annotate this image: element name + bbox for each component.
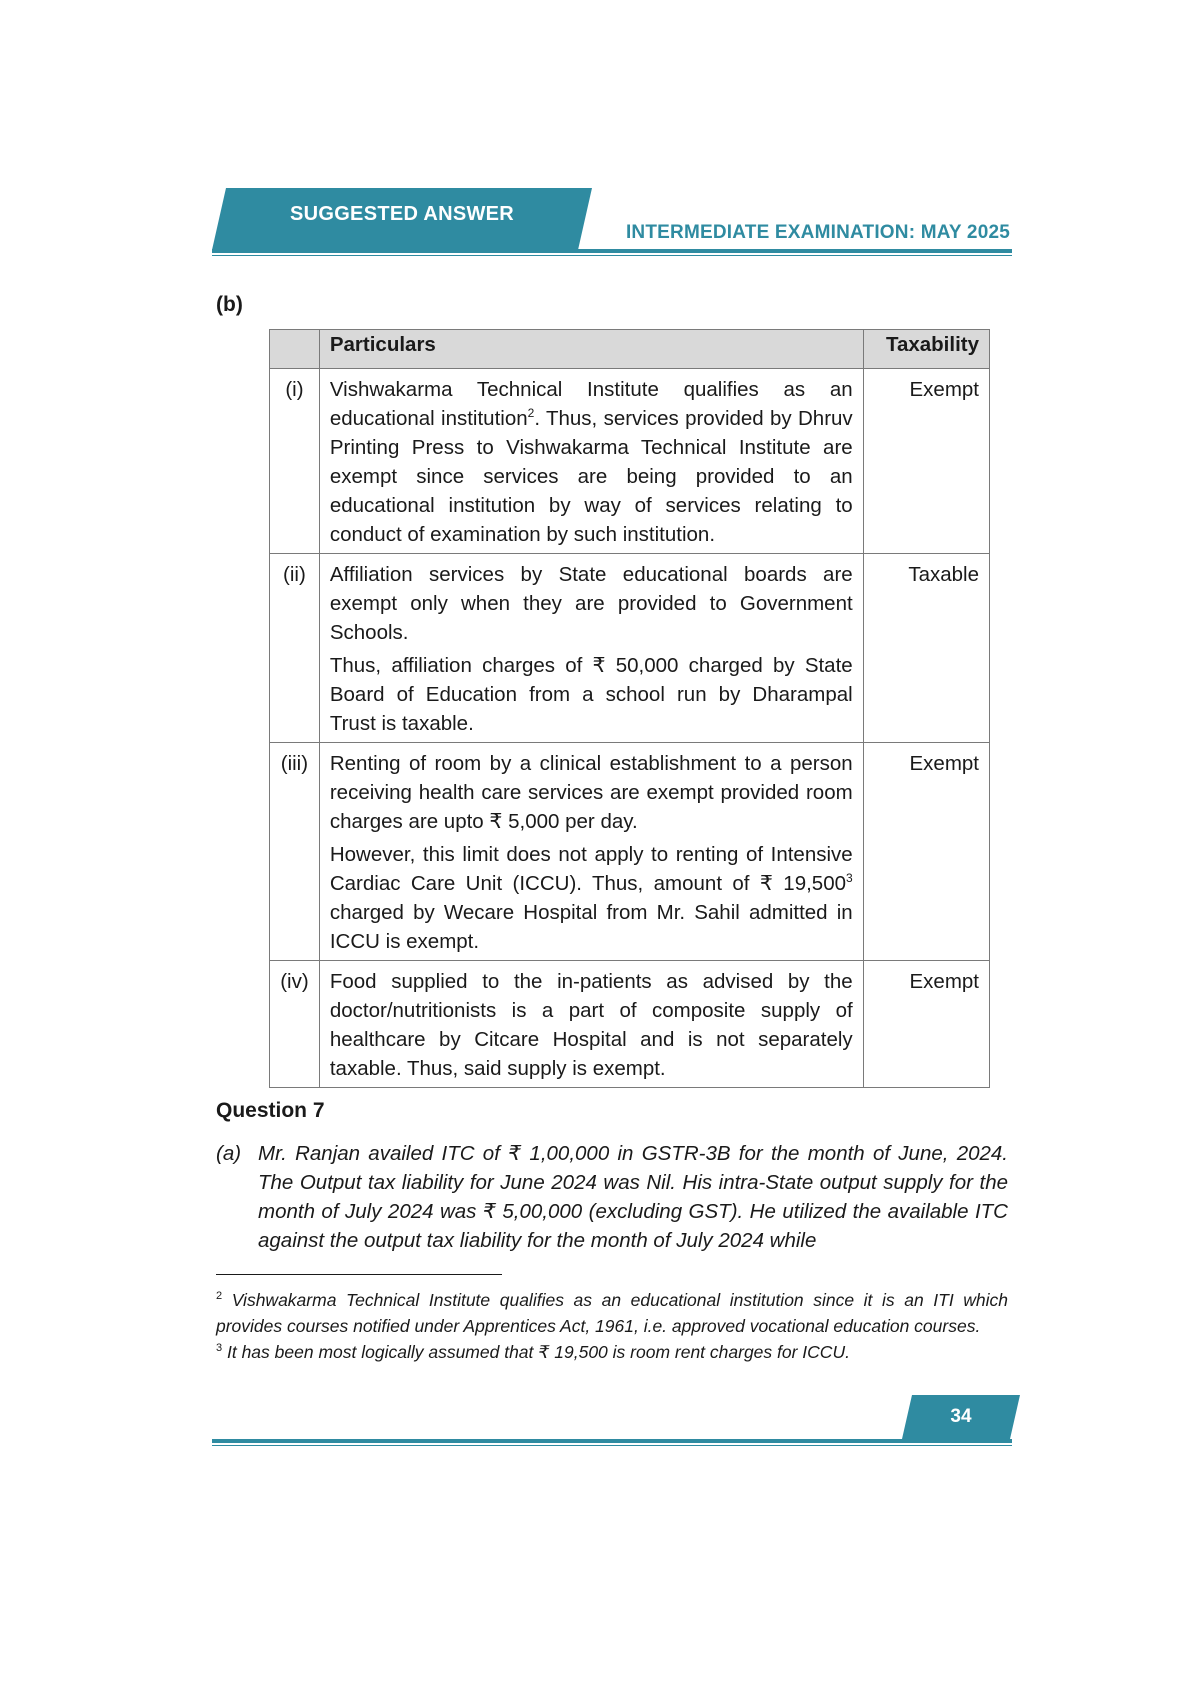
description-paragraph: Affiliation services by State educational boards are exempt only when they are provided to Government Schools.: [329, 563, 853, 644]
table-row: [270, 743, 990, 961]
table-row: [270, 961, 990, 1088]
footnote-rule: [216, 1274, 502, 1275]
text-span: charged by Wecare Hospital from Mr. Sahil admitted in ICCU is exempt.: [329, 901, 853, 953]
footnote-mark: 3: [216, 1342, 223, 1355]
header-rule-thin: [212, 255, 1012, 256]
text-span: However, this limit does not apply to renting of Intensive Cardiac Care Unit (ICCU). Thus, amount of ₹ 19,500: [329, 843, 853, 895]
question-text: Mr. Ranjan availed ITC of ₹ 1,00,000 in GSTR-3B for the month of June, 2024. The Output tax liability for June 2024 was Nil. His intra-State output supply for the month of July 2024 was ₹ 5,00,000 (excluding GST). He utilized the available ITC against the output tax liability for the month of July 2024 while: [258, 1142, 1008, 1252]
row-number: (iv): [270, 961, 320, 1088]
description-paragraph: Renting of room by a clinical establishment to a person receiving health care services are exempt provided room charges are upto ₹ 5,000 per day.: [329, 752, 853, 833]
table-row: [270, 554, 990, 743]
description-paragraph: Food supplied to the in-patients as advised by the doctor/nutritionists is a part of composite supply of healthcare by Citcare Hospital and is not separately taxable. Thus, said supply is exempt.: [329, 970, 853, 1080]
footnote-mark: 2: [216, 1290, 223, 1303]
row-taxability: Exempt: [863, 743, 989, 961]
row-description: [319, 554, 863, 743]
row-number: (iii): [270, 743, 320, 961]
header-cell-particulars: Particulars: [319, 330, 863, 369]
text-span: . Thus, services provided by Dhruv Printing Press to Vishwakarma Technical Institute are exempt since services are being provided to an educational institution by way of services relating to conduct of examination by such institution.: [329, 407, 853, 546]
header-rule: [212, 249, 1012, 253]
table-header-row: [270, 330, 990, 369]
row-description: [319, 743, 863, 961]
row-description: [319, 961, 863, 1088]
text-span: Vishwakarma Technical Institute qualifies as an educational institution: [329, 378, 853, 430]
header-cell-num: [270, 330, 320, 369]
row-number: (ii): [270, 554, 320, 743]
header-tab-label: SUGGESTED ANSWER: [289, 202, 515, 225]
row-number: (i): [270, 369, 320, 554]
row-taxability: Exempt: [863, 961, 989, 1088]
footer-rule-thin: [212, 1445, 1012, 1446]
exam-title: INTERMEDIATE EXAMINATION: MAY 2025: [625, 222, 1010, 243]
row-taxability: Exempt: [863, 369, 989, 554]
question-part-label: (a): [216, 1142, 242, 1165]
page-number: 34: [950, 1406, 972, 1427]
footer-rule: [212, 1439, 1012, 1443]
footnotes: [216, 1287, 1008, 1365]
header-cell-taxability: Taxability: [863, 330, 989, 369]
footnote: [216, 1287, 1008, 1339]
row-description: [319, 369, 863, 554]
footnote-text: It has been most logically assumed that ₹ 19,500 is room rent charges for ICCU.: [222, 1342, 850, 1362]
section-label: (b): [216, 293, 243, 316]
footnote: [216, 1339, 1008, 1365]
footnote-ref: 3: [846, 871, 853, 886]
description-paragraph: Thus, affiliation charges of ₹ 50,000 charged by State Board of Education from a school run by Dharampal Trust is taxable.: [329, 654, 853, 735]
footnote-text: Vishwakarma Technical Institute qualifies as an educational institution since it is an ITI which provides courses notified under Apprentices Act, 1961, i.e. approved vocational education courses.: [216, 1290, 1008, 1336]
description-paragraph: [330, 375, 853, 549]
description-paragraph: [330, 840, 853, 956]
footnote-ref: 2: [527, 406, 535, 421]
table-row: [270, 369, 990, 554]
row-taxability: Taxable: [863, 554, 989, 743]
particulars-table: [269, 329, 990, 1088]
question-heading: Question 7: [216, 1099, 325, 1122]
